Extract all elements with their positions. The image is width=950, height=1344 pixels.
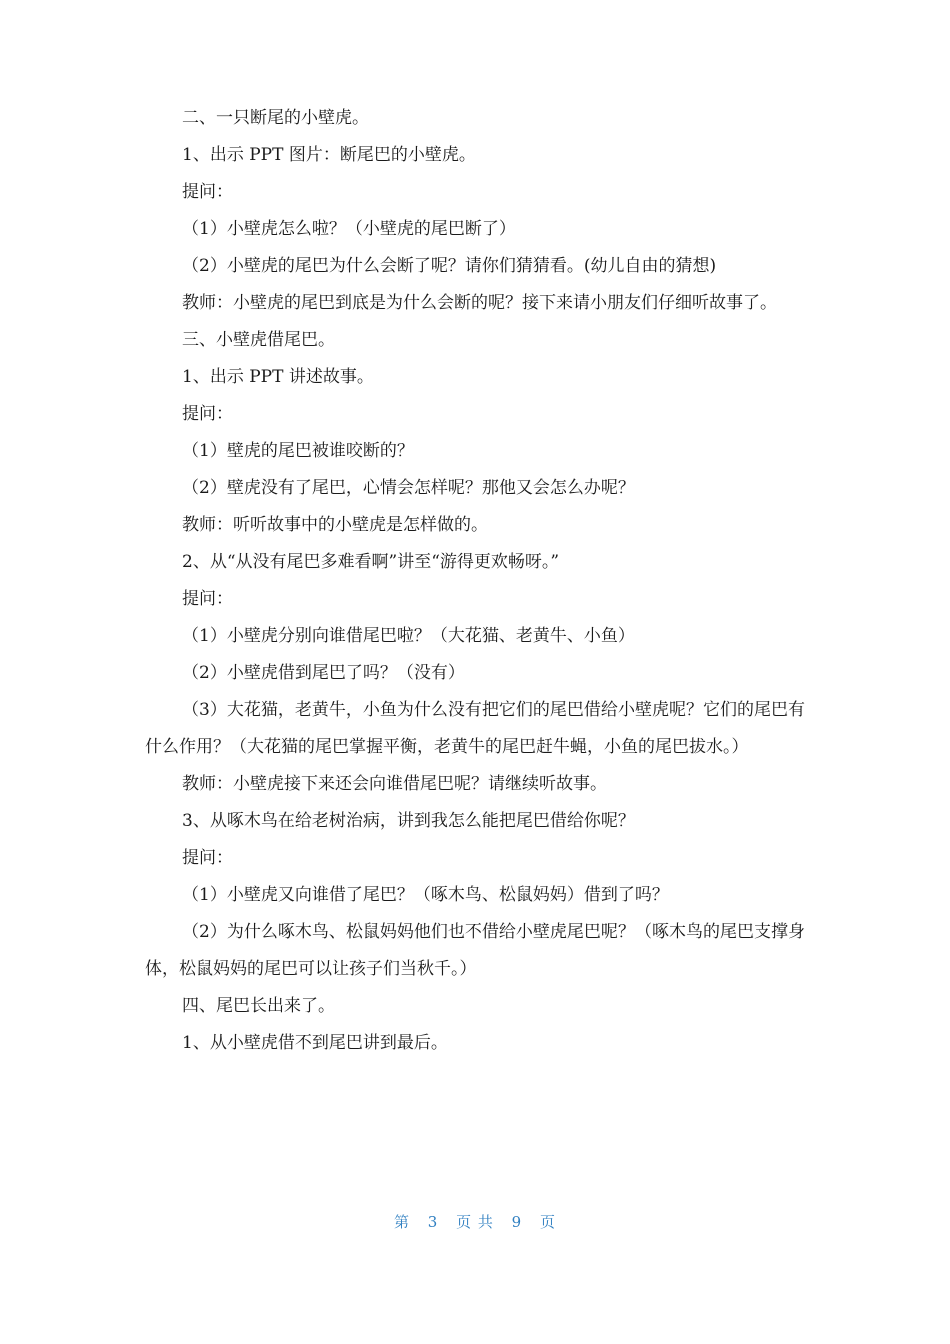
footer-label-page: 第 bbox=[393, 1213, 410, 1231]
question-item: （1）小壁虎分别向谁借尾巴啦？（大花猫、老黄牛、小鱼） bbox=[182, 626, 635, 646]
teacher-line: 教师：听听故事中的小壁虎是怎样做的。 bbox=[182, 515, 488, 535]
footer-total-pages: 9 bbox=[511, 1213, 523, 1231]
section-heading-4: 四、尾巴长出来了。 bbox=[182, 996, 335, 1016]
question-label: 提问： bbox=[182, 848, 233, 868]
question-item: （2）小壁虎的尾巴为什么会断了呢？请你们猜猜看。(幼儿自由的猜想) bbox=[182, 256, 717, 276]
question-item: （1）小壁虎怎么啦？（小壁虎的尾巴断了） bbox=[182, 219, 516, 239]
step-3: 3、从啄木鸟在给老树治病，讲到我怎么能把尾巴借给你呢？ bbox=[182, 811, 635, 831]
step-1-final: 1、从小壁虎借不到尾巴讲到最后。 bbox=[182, 1033, 448, 1053]
question-item: （1）壁虎的尾巴被谁咬断的？ bbox=[182, 441, 414, 461]
question-item: （1）小壁虎又向谁借了尾巴？（啄木鸟、松鼠妈妈）借到了吗？ bbox=[182, 885, 669, 905]
teacher-line: 教师：小壁虎的尾巴到底是为什么会断的呢？接下来请小朋友们仔细听故事了。 bbox=[182, 293, 777, 313]
step-2: 2、从“从没有尾巴多难看啊”讲至“游得更欢畅呀。” bbox=[182, 552, 560, 572]
footer-label-of: 页 共 bbox=[456, 1213, 494, 1231]
section-heading-2: 二、一只断尾的小壁虎。 bbox=[182, 108, 369, 128]
page-footer bbox=[0, 1211, 950, 1232]
section-heading-3: 三、小壁虎借尾巴。 bbox=[182, 330, 335, 350]
question-item: （2）为什么啄木鸟、松鼠妈妈他们也不借给小壁虎尾巴呢？（啄木鸟的尾巴支撑身体，松鼠妈妈的尾巴可以让孩子们当秋千。） bbox=[145, 922, 805, 979]
footer-label-end: 页 bbox=[540, 1213, 557, 1231]
document-body bbox=[145, 100, 805, 1062]
step-1-tell-story: 1、出示 PPT 讲述故事。 bbox=[182, 367, 374, 387]
question-label: 提问： bbox=[182, 589, 233, 609]
question-label: 提问： bbox=[182, 182, 233, 202]
question-item: （2）壁虎没有了尾巴，心情会怎样呢？那他又会怎么办呢？ bbox=[182, 478, 635, 498]
teacher-line: 教师：小壁虎接下来还会向谁借尾巴呢？请继续听故事。 bbox=[182, 774, 607, 794]
question-label: 提问： bbox=[182, 404, 233, 424]
footer-current-page: 3 bbox=[427, 1213, 439, 1231]
step-1-show-ppt-image: 1、出示 PPT 图片：断尾巴的小壁虎。 bbox=[182, 145, 476, 165]
question-item: （2）小壁虎借到尾巴了吗？（没有） bbox=[182, 663, 465, 683]
question-item: （3）大花猫，老黄牛，小鱼为什么没有把它们的尾巴借给小壁虎呢？它们的尾巴有什么作用？（大花猫的尾巴掌握平衡，老黄牛的尾巴赶牛蝇，小鱼的尾巴拔水。） bbox=[145, 700, 805, 757]
